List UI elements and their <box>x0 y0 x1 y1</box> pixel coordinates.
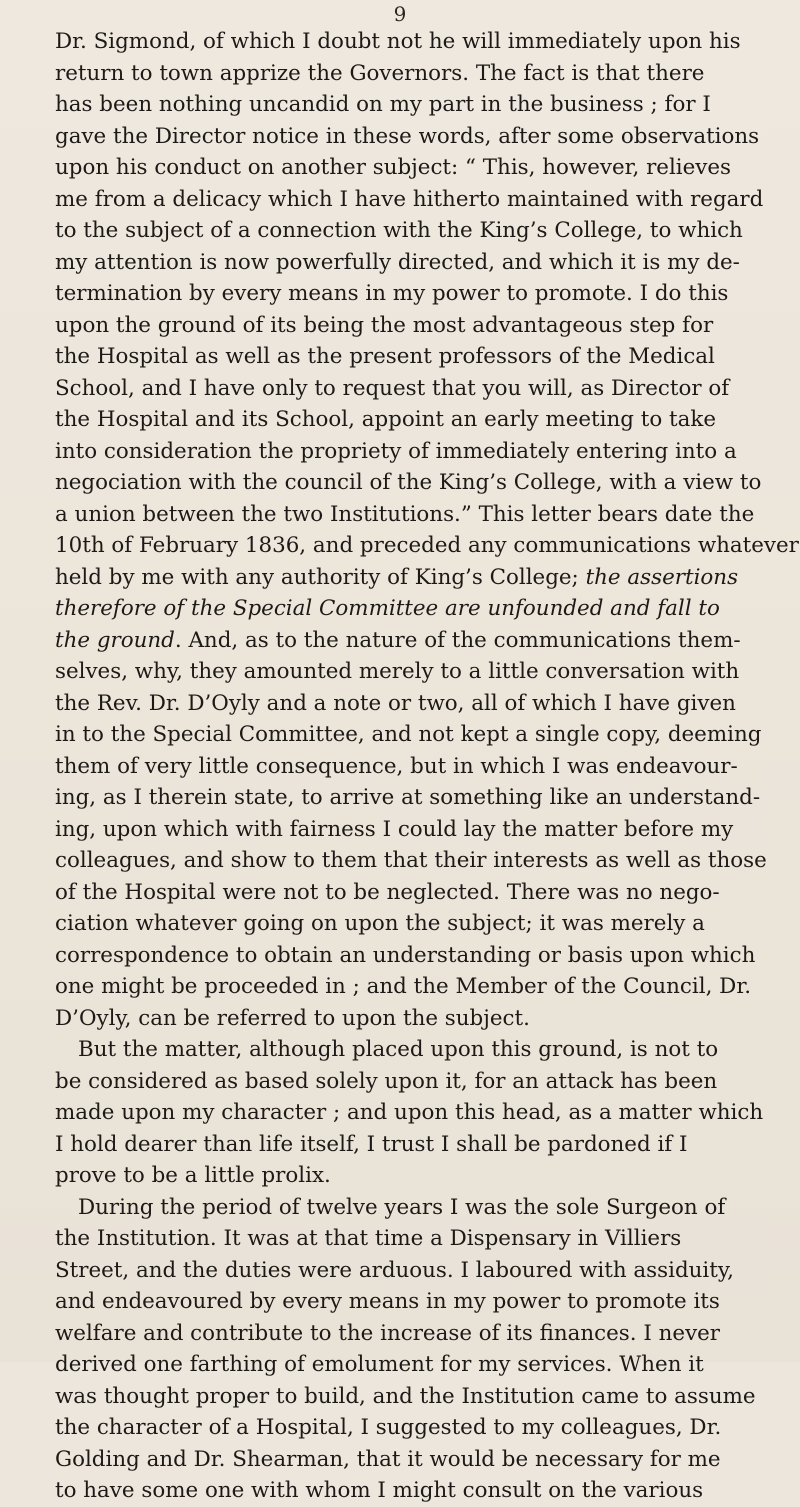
text-line <box>55 26 791 58</box>
emphasis-text: the assertions <box>585 564 739 590</box>
text-line <box>55 341 791 373</box>
line-text: the Rev. Dr. D’Oyly and a note or two, all of which I have given <box>55 690 736 716</box>
text-line <box>55 1475 791 1507</box>
line-text: a union between the two Institutions.” This letter bears date the <box>55 501 755 527</box>
line-text: return to town apprize the Governors. The fact is that there <box>55 60 705 86</box>
line-text: was thought proper to build, and the Institution came to assume <box>55 1383 756 1409</box>
text-line <box>55 310 791 342</box>
text-line <box>55 499 791 531</box>
line-text: prove to be a little prolix. <box>55 1163 331 1188</box>
text-line <box>55 1097 791 1129</box>
text-line <box>55 152 791 184</box>
line-text: Dr. Sigmond, of which I doubt not he will immediately upon his <box>55 29 741 54</box>
line-text: be considered as based solely upon it, for an attack has been <box>55 1068 718 1094</box>
text-line <box>55 404 791 436</box>
line-text: . And, as to the nature of the communications them- <box>174 627 741 653</box>
text-line <box>55 1223 791 1255</box>
text-line <box>55 121 791 153</box>
text-line <box>55 58 791 90</box>
text-line <box>55 1192 791 1224</box>
line-text: termination by every means in my power to promote. I do this <box>55 281 729 306</box>
text-line <box>55 940 791 972</box>
emphasis-text: the ground <box>55 627 175 653</box>
line-text: of the Hospital were not to be neglected. There was no nego- <box>55 879 720 905</box>
line-text: made upon my character ; and upon this head, as a matter which <box>55 1100 764 1125</box>
line-text: derived one farthing of emolument for my services. When it <box>55 1352 704 1377</box>
line-text: gave the Director notice in these words, after some observations <box>55 123 760 149</box>
text-line <box>55 688 791 720</box>
text-line <box>55 530 799 562</box>
text-line <box>55 89 791 121</box>
line-text: into consideration the propriety of immediately entering into a <box>55 438 737 464</box>
line-text: selves, why, they amounted merely to a little conversation with <box>55 659 740 684</box>
line-text: the Hospital and its School, appoint an early meeting to take <box>55 407 716 432</box>
line-text: and endeavoured by every means in my power to promote its <box>55 1289 720 1314</box>
line-text: I hold dearer than life itself, I trust I shall be pardoned if I <box>55 1131 688 1157</box>
text-line <box>55 247 791 279</box>
text-line <box>55 373 791 405</box>
text-line <box>55 1318 791 1350</box>
text-line <box>55 1129 791 1161</box>
text-line <box>55 436 791 468</box>
text-line <box>55 1066 791 1098</box>
line-text: has been nothing uncandid on my part in the business ; for I <box>55 92 711 117</box>
text-line <box>55 1255 791 1287</box>
line-text: welfare and contribute to the increase of its finances. I never <box>55 1320 721 1346</box>
text-line <box>55 908 791 940</box>
line-text: the Institution. It was at that time a Dispensary in Villiers <box>55 1226 682 1251</box>
text-line <box>55 877 791 909</box>
text-line <box>55 278 791 310</box>
line-text: But the matter, although placed upon this ground, is not to <box>78 1037 719 1062</box>
text-line <box>55 562 791 594</box>
line-text: correspondence to obtain an understanding or basis upon which <box>55 942 756 968</box>
line-text: the character of a Hospital, I suggested to my colleagues, Dr. <box>55 1415 722 1440</box>
line-text: ing, upon which with fairness I could lay the matter before my <box>55 816 734 842</box>
line-text: School, and I have only to request that you will, as Director of <box>55 375 730 401</box>
line-text: Street, and the duties were arduous. I laboured with assiduity, <box>55 1257 734 1283</box>
text-line <box>55 656 791 688</box>
line-text: 10th of February 1836, and preceded any communications whatever <box>55 533 799 558</box>
text-line <box>55 1381 791 1413</box>
line-text: ciation whatever going on upon the subject; it was merely a <box>55 911 705 936</box>
line-text: in to the Special Committee, and not kept a single copy, deeming <box>55 722 762 747</box>
line-text: to have some one with whom I might consult on the various <box>55 1478 704 1503</box>
line-text: held by me with any authority of King’s College; <box>55 564 586 590</box>
line-text: them of very little consequence, but in which I was endeavour- <box>55 753 738 779</box>
text-line <box>55 184 791 216</box>
text-line <box>55 215 791 247</box>
line-text: Golding and Dr. Shearman, that it would be necessary for me <box>55 1446 721 1472</box>
body-text <box>55 26 799 1507</box>
emphasis-text: therefore of the Special Committee are unfounded and fall to <box>55 596 720 621</box>
line-text: the Hospital as well as the present professors of the Medical <box>55 344 715 369</box>
line-text: negociation with the council of the King’s College, with a view to <box>55 470 762 495</box>
page-number: 9 <box>393 2 407 26</box>
text-line <box>55 719 791 751</box>
text-line <box>55 467 791 499</box>
text-line <box>55 593 791 625</box>
text-line <box>55 1412 791 1444</box>
text-line <box>55 625 791 657</box>
text-line <box>55 1349 791 1381</box>
line-text: me from a delicacy which I have hitherto maintained with regard <box>55 186 764 212</box>
text-line <box>55 1286 791 1318</box>
text-line <box>55 1003 791 1035</box>
text-line <box>55 1034 791 1066</box>
text-line <box>55 782 791 814</box>
text-line <box>55 971 791 1003</box>
text-line <box>55 814 791 846</box>
text-line <box>55 845 791 877</box>
line-text: to the subject of a connection with the King’s College, to which <box>55 218 743 243</box>
text-line <box>55 1160 791 1192</box>
line-text: one might be proceeded in ; and the Member of the Council, Dr. <box>55 974 751 999</box>
line-text: upon the ground of its being the most advantageous step for <box>55 312 714 338</box>
line-text: colleagues, and show to them that their interests as well as those <box>55 848 767 873</box>
line-text: upon his conduct on another subject: “ This, however, relieves <box>55 155 732 180</box>
line-text: D’Oyly, can be referred to upon the subject. <box>55 1005 530 1031</box>
text-line <box>55 751 791 783</box>
line-text: ing, as I therein state, to arrive at something like an understand- <box>55 785 761 810</box>
line-text: my attention is now powerfully directed, and which it is my de- <box>55 249 740 275</box>
line-text: During the period of twelve years I was the sole Surgeon of <box>78 1194 726 1220</box>
text-line <box>55 1444 791 1476</box>
